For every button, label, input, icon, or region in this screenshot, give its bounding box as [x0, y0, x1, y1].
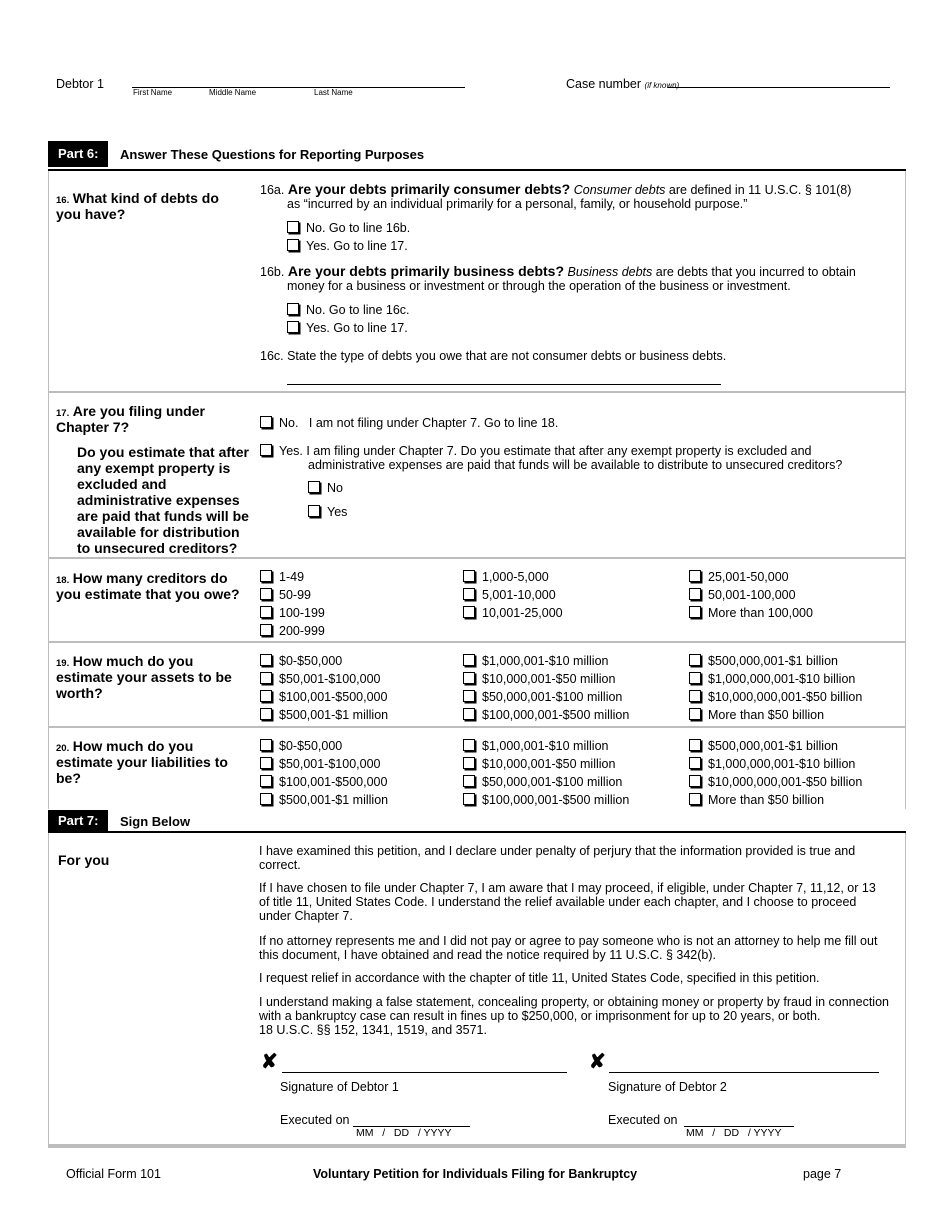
- q19-option[interactable]: [463, 688, 622, 706]
- option-label: 100-199: [279, 606, 325, 620]
- checkbox[interactable]: [260, 739, 272, 751]
- option-label: $1,000,001-$10 million: [482, 739, 609, 753]
- q20-option[interactable]: [260, 755, 380, 773]
- checkbox[interactable]: [287, 221, 299, 233]
- option-label: $100,001-$500,000: [279, 690, 388, 704]
- q16c-field[interactable]: [287, 372, 721, 385]
- option-label: $50,000,001-$100 million: [482, 690, 623, 704]
- option-label: 25,001-50,000: [708, 570, 789, 584]
- q16a-yes-option[interactable]: [287, 237, 408, 255]
- option-label: 1-49: [279, 570, 305, 584]
- option-label: $50,001-$100,000: [279, 672, 381, 686]
- q16a-no-label: No. Go to line 16b.: [306, 221, 411, 235]
- q16b-prefix: 16b.: [260, 265, 285, 279]
- executed-on-label: Executed on: [608, 1113, 678, 1127]
- q16-number: 16.: [56, 195, 70, 206]
- declaration-paragraph: I have examined this petition, and I declare under penalty of perjury that the information provided is true and correct.: [259, 844, 856, 872]
- option-label: More than $50 billion: [708, 793, 825, 807]
- q17-label: [56, 403, 251, 435]
- footer-form: Official Form 101: [66, 1167, 161, 1181]
- checkbox[interactable]: [689, 708, 701, 720]
- option-label: 1,000-5,000: [482, 570, 549, 584]
- q19-option[interactable]: [260, 706, 388, 724]
- executed-date1-field[interactable]: [353, 1115, 470, 1127]
- q19-option[interactable]: [689, 652, 838, 670]
- part6-tag: Part 6:: [48, 141, 108, 167]
- q16a-italic: Consumer debts: [573, 183, 666, 197]
- option-label: $500,001-$1 million: [279, 793, 389, 807]
- signature-debtor1-field[interactable]: [282, 1060, 567, 1073]
- checkbox[interactable]: [689, 654, 701, 666]
- q17-sub: Do you estimate that after any exempt property is excluded and administrative expenses are paid that funds will be available for distribution to unsecured creditors?: [77, 444, 249, 556]
- q18-option[interactable]: [689, 568, 789, 586]
- q19-text: How much do you estimate your assets to be worth?: [56, 653, 232, 701]
- q17-text: Are you filing under Chapter 7?: [56, 403, 205, 435]
- debtor-label: Debtor 1: [56, 77, 104, 91]
- q16b-rest: are debts that you incurred to obtain: [652, 265, 856, 279]
- option-label: $10,000,000,001-$50 billion: [708, 690, 863, 704]
- q18-option[interactable]: [463, 586, 556, 604]
- q16b-yes-label: Yes. Go to line 17.: [306, 321, 408, 335]
- case-number-field[interactable]: [668, 74, 890, 88]
- q19-divider: [48, 726, 906, 728]
- option-label: 50,001-100,000: [708, 588, 796, 602]
- q19-option[interactable]: [463, 670, 615, 688]
- option-label: $100,000,001-$500 million: [482, 793, 630, 807]
- q18-number: 18.: [56, 575, 70, 586]
- q16a-prefix: 16a.: [260, 183, 285, 197]
- checkbox[interactable]: [260, 416, 272, 428]
- option-label: $10,000,001-$50 million: [482, 672, 616, 686]
- date-format-hint: MM / DD / YYYY: [356, 1127, 452, 1139]
- checkbox[interactable]: [463, 708, 475, 720]
- option-label: $1,000,000,001-$10 billion: [708, 757, 856, 771]
- q16b-line2: money for a business or investment or through the operation of the business or investment.: [287, 279, 791, 293]
- checkbox[interactable]: [463, 672, 475, 684]
- checkbox[interactable]: [260, 793, 272, 805]
- false-statement-paragraph: I understand making a false statement, concealing property, or obtaining money or property by fraud in connection with a bankruptcy case can result in fines up to $250,000, or imprisonment for up to 20 years, or both.: [259, 995, 889, 1023]
- checkbox[interactable]: [689, 690, 701, 702]
- q16a-heading: [260, 181, 851, 197]
- option-label: $100,000,001-$500 million: [482, 708, 630, 722]
- q19-option[interactable]: [463, 652, 608, 670]
- q17-yes-label: Yes. I am filing under Chapter 7. Do you estimate that after any exempt property is excluded and: [279, 444, 812, 458]
- q17-yes-line2: administrative expenses are paid that funds will be available to distribute to unsecured creditors?: [308, 458, 843, 472]
- option-label: $0-$50,000: [279, 654, 343, 668]
- option-label: $500,000,001-$1 billion: [708, 654, 838, 668]
- q16-text: What kind of debts do you have?: [56, 190, 219, 222]
- x-mark-icon: ✘: [589, 1051, 606, 1073]
- left-border: [48, 833, 49, 1145]
- checkbox[interactable]: [463, 570, 475, 582]
- right-border: [905, 833, 906, 1145]
- q16a-rest: are defined in 11 U.S.C. § 101(8): [665, 183, 852, 197]
- checkbox[interactable]: [260, 708, 272, 720]
- q18-option[interactable]: [689, 604, 813, 622]
- q16b-title: Are your debts primarily business debts?: [287, 263, 565, 279]
- q19-option[interactable]: [689, 688, 862, 706]
- option-label: $50,000,001-$100 million: [482, 775, 623, 789]
- q20-option[interactable]: [463, 737, 608, 755]
- checkbox[interactable]: [260, 444, 272, 456]
- option-label: $500,001-$1 million: [279, 708, 389, 722]
- q19-option[interactable]: [463, 706, 629, 724]
- checkbox[interactable]: [463, 654, 475, 666]
- checkbox[interactable]: [260, 570, 272, 582]
- case-number-text: Case number: [566, 77, 642, 91]
- q19-option[interactable]: [260, 652, 342, 670]
- q18-option[interactable]: [260, 568, 304, 586]
- middle-name-label: Middle Name: [209, 88, 257, 97]
- q18-option[interactable]: [463, 604, 563, 622]
- q20-text: How much do you estimate your liabilities to be?: [56, 738, 228, 786]
- q16c-text: 16c. State the type of debts you owe that are not consumer debts or business debts.: [260, 349, 727, 363]
- option-label: More than 100,000: [708, 606, 813, 620]
- checkbox[interactable]: [689, 672, 701, 684]
- q17-no-option[interactable]: [260, 414, 558, 432]
- case-number-hint: (if known): [644, 81, 680, 90]
- checkbox[interactable]: [689, 606, 701, 618]
- option-label: $500,000,001-$1 billion: [708, 739, 838, 753]
- case-number-label: [566, 77, 679, 91]
- q18-option[interactable]: [260, 586, 311, 604]
- q19-option[interactable]: [260, 670, 380, 688]
- checkbox[interactable]: [260, 624, 272, 636]
- chapter7-paragraph: If I have chosen to file under Chapter 7, I am aware that I may proceed, if eligible, under Chapter 7, 11,12, or 13 of title 11, United States Code. I understand the relief available under each chapter, and I choose to proceed under Chapter 7.: [259, 881, 876, 923]
- option-label: $100,001-$500,000: [279, 775, 388, 789]
- part6-rule: [48, 169, 906, 171]
- for-you-label: For you: [58, 852, 110, 868]
- checkbox[interactable]: [463, 775, 475, 787]
- q16a-no-option[interactable]: [287, 219, 410, 237]
- part7-title: Sign Below: [120, 814, 191, 829]
- usc-citation: 18 U.S.C. §§ 152, 1341, 1519, and 3571.: [259, 1023, 487, 1037]
- executed-date2-field[interactable]: [684, 1115, 794, 1127]
- q16b-no-label: No. Go to line 16c.: [306, 303, 410, 317]
- option-label: $50,001-$100,000: [279, 757, 381, 771]
- q16-label: [56, 190, 246, 222]
- q18-option[interactable]: [463, 568, 549, 586]
- footer-title: Voluntary Petition for Individuals Filing for Bankruptcy: [313, 1167, 638, 1181]
- q20-label: [56, 738, 246, 786]
- checkbox[interactable]: [689, 793, 701, 805]
- x-mark-icon: ✘: [261, 1051, 278, 1073]
- q20-option[interactable]: [260, 773, 387, 791]
- signature-debtor2-label: Signature of Debtor 2: [608, 1080, 727, 1094]
- option-label: 200-999: [279, 624, 325, 638]
- checkbox[interactable]: [308, 505, 320, 517]
- q17-sub-no-option[interactable]: [308, 479, 343, 497]
- checkbox[interactable]: [308, 481, 320, 493]
- q17-sub-no-label: No: [327, 481, 343, 495]
- checkbox[interactable]: [287, 321, 299, 333]
- q16b-heading: [260, 263, 856, 279]
- footer-page: page 7: [803, 1167, 842, 1181]
- q20-option[interactable]: [689, 791, 824, 809]
- q17-number: 17.: [56, 408, 70, 419]
- request-relief-paragraph: I request relief in accordance with the chapter of title 11, United States Code, specified in this petition.: [259, 971, 820, 985]
- q19-label: [56, 653, 246, 701]
- option-label: $1,000,000,001-$10 billion: [708, 672, 856, 686]
- checkbox[interactable]: [260, 588, 272, 600]
- first-name-label: First Name: [133, 88, 173, 97]
- q20-option[interactable]: [463, 791, 629, 809]
- checkbox[interactable]: [260, 672, 272, 684]
- part7-tag: Part 7:: [48, 810, 108, 832]
- checkbox[interactable]: [689, 739, 701, 751]
- q19-option[interactable]: [689, 670, 855, 688]
- last-name-label: Last Name: [314, 88, 353, 97]
- q16b-no-option[interactable]: [287, 301, 410, 319]
- checkbox[interactable]: [260, 757, 272, 769]
- q16b-italic: Business debts: [567, 265, 653, 279]
- q20-option[interactable]: [689, 773, 862, 791]
- option-label: $1,000,001-$10 million: [482, 654, 609, 668]
- q20-option[interactable]: [260, 737, 342, 755]
- signature-debtor2-field[interactable]: [609, 1060, 879, 1073]
- checkbox[interactable]: [287, 239, 299, 251]
- signature-debtor1-label: Signature of Debtor 1: [280, 1080, 399, 1094]
- part6-title: Answer These Questions for Reporting Purposes: [120, 147, 425, 162]
- q20-option[interactable]: [463, 773, 622, 791]
- q19-number: 19.: [56, 658, 70, 669]
- checkbox[interactable]: [463, 690, 475, 702]
- q19-option[interactable]: [689, 706, 824, 724]
- q20-option[interactable]: [689, 737, 838, 755]
- checkbox[interactable]: [689, 570, 701, 582]
- q17-sub-yes-option[interactable]: [308, 503, 347, 521]
- q17-no-label: No. I am not filing under Chapter 7. Go to line 18.: [279, 416, 559, 430]
- part7-rule: [48, 831, 906, 833]
- option-label: $10,000,000,001-$50 billion: [708, 775, 863, 789]
- date-format-hint: MM / DD / YYYY: [686, 1127, 782, 1139]
- option-label: More than $50 billion: [708, 708, 825, 722]
- q18-option[interactable]: [689, 586, 796, 604]
- q16a-line2: as “incurred by an individual primarily for a personal, family, or household purpose.”: [287, 197, 748, 211]
- checkbox[interactable]: [689, 775, 701, 787]
- q18-label: [56, 570, 246, 602]
- right-border: [905, 171, 906, 809]
- option-label: 50-99: [279, 588, 311, 602]
- q18-option[interactable]: [260, 622, 325, 640]
- checkbox[interactable]: [463, 606, 475, 618]
- checkbox[interactable]: [260, 606, 272, 618]
- q20-option[interactable]: [260, 791, 388, 809]
- debtor-name-field[interactable]: [132, 74, 465, 88]
- q17-divider: [48, 557, 906, 559]
- q18-divider: [48, 641, 906, 643]
- no-attorney-paragraph: If no attorney represents me and I did not pay or agree to pay someone who is not an attorney to help me fill out this document, I have obtained and read the notice required by 11 U.S.C. § 342(b).: [259, 934, 878, 962]
- q16a-title: Are your debts primarily consumer debts?: [287, 181, 571, 197]
- checkbox[interactable]: [260, 654, 272, 666]
- executed-on-label: Executed on: [280, 1113, 350, 1127]
- option-label: 5,001-10,000: [482, 588, 556, 602]
- q18-text: How many creditors do you estimate that you owe?: [56, 570, 240, 602]
- q20-option[interactable]: [689, 755, 855, 773]
- q16-divider: [48, 391, 906, 393]
- option-label: 10,001-25,000: [482, 606, 563, 620]
- q19-option[interactable]: [260, 688, 387, 706]
- q20-option[interactable]: [463, 755, 615, 773]
- checkbox[interactable]: [689, 588, 701, 600]
- q17-sub-yes-label: Yes: [327, 505, 348, 519]
- option-label: $10,000,001-$50 million: [482, 757, 616, 771]
- checkbox[interactable]: [463, 588, 475, 600]
- bottom-rule: [48, 1144, 906, 1148]
- q16b-yes-option[interactable]: [287, 319, 408, 337]
- checkbox[interactable]: [260, 690, 272, 702]
- q18-option[interactable]: [260, 604, 325, 622]
- q16a-yes-label: Yes. Go to line 17.: [306, 239, 408, 253]
- checkbox[interactable]: [287, 303, 299, 315]
- checkbox[interactable]: [260, 775, 272, 787]
- checkbox[interactable]: [689, 757, 701, 769]
- checkbox[interactable]: [463, 793, 475, 805]
- option-label: $0-$50,000: [279, 739, 343, 753]
- q20-number: 20.: [56, 743, 70, 754]
- left-border: [48, 171, 49, 809]
- checkbox[interactable]: [463, 739, 475, 751]
- checkbox[interactable]: [463, 757, 475, 769]
